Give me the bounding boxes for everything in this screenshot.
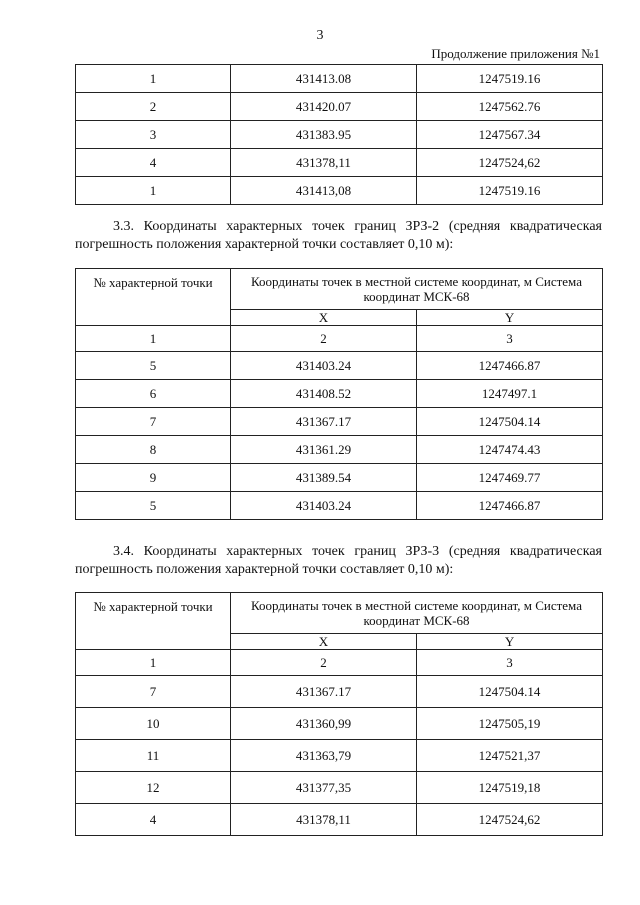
- coordinates-table-zrz-1: [75, 64, 603, 205]
- point-number-cell: 7: [76, 408, 231, 436]
- point-number-cell: 9: [76, 464, 231, 492]
- x-coordinate-cell: 431360,99: [231, 708, 417, 740]
- x-coordinate-cell: 431377,35: [231, 772, 417, 804]
- x-coordinate-cell: 431378,11: [231, 149, 417, 177]
- table-row: [76, 804, 603, 836]
- point-number-cell: 8: [76, 436, 231, 464]
- x-coordinate-cell: 431363,79: [231, 740, 417, 772]
- point-number-cell: 4: [76, 149, 231, 177]
- column-number-cell: 3: [417, 326, 603, 352]
- x-coordinate-cell: 431408.52: [231, 380, 417, 408]
- table-row: [76, 464, 603, 492]
- y-coordinate-cell: 1247466.87: [417, 492, 603, 520]
- header-y: Y: [417, 634, 603, 650]
- header-coordinates: Координаты точек в местной системе координат, м Система координат МСК-68: [231, 269, 603, 310]
- x-coordinate-cell: 431420.07: [231, 93, 417, 121]
- table-row: [76, 408, 603, 436]
- y-coordinate-cell: 1247474.43: [417, 436, 603, 464]
- x-coordinate-cell: 431378,11: [231, 804, 417, 836]
- point-number-cell: 7: [76, 676, 231, 708]
- point-number-cell: 4: [76, 804, 231, 836]
- section-3-4-paragraph: [75, 543, 602, 579]
- table-row: [76, 492, 603, 520]
- x-coordinate-cell: 431367.17: [231, 676, 417, 708]
- y-coordinate-cell: 1247524,62: [417, 804, 603, 836]
- column-number-row: [76, 326, 603, 352]
- y-coordinate-cell: 1247505,19: [417, 708, 603, 740]
- y-coordinate-cell: 1247504.14: [417, 676, 603, 708]
- column-number-cell: 2: [231, 650, 417, 676]
- header-point-number: № характерной точки: [76, 593, 231, 650]
- table-row: [76, 436, 603, 464]
- header-x: X: [231, 310, 417, 326]
- header-x: X: [231, 634, 417, 650]
- point-number-cell: 1: [76, 65, 231, 93]
- coordinates-table-zrz-3: [75, 592, 603, 836]
- column-number-cell: 3: [417, 650, 603, 676]
- table-row: [76, 708, 603, 740]
- section-3-3-text: 3.3. Координаты характерных точек границ ЗРЗ-2 (средняя квадратическая погрешность положения характерной точки составляет 0,10 м):: [75, 219, 602, 252]
- appendix-note: Продолжение приложения №1: [431, 46, 600, 61]
- column-number-cell: 1: [76, 650, 231, 676]
- y-coordinate-cell: 1247469.77: [417, 464, 603, 492]
- y-coordinate-cell: 1247519,18: [417, 772, 603, 804]
- table-row: [76, 177, 603, 205]
- header-coordinates: Координаты точек в местной системе координат, м Система координат МСК-68: [231, 593, 603, 634]
- y-coordinate-cell: 1247524,62: [417, 149, 603, 177]
- table-row: [76, 740, 603, 772]
- table-row: [76, 772, 603, 804]
- y-coordinate-cell: 1247562.76: [417, 93, 603, 121]
- table-row: [76, 149, 603, 177]
- coordinates-table-zrz-2: [75, 268, 603, 520]
- y-coordinate-cell: 1247521,37: [417, 740, 603, 772]
- y-coordinate-cell: 1247497.1: [417, 380, 603, 408]
- point-number-cell: 12: [76, 772, 231, 804]
- x-coordinate-cell: 431403.24: [231, 492, 417, 520]
- section-3-4-text: 3.4. Координаты характерных точек границ ЗРЗ-3 (средняя квадратическая погрешность положения характерной точки составляет 0,10 м):: [75, 544, 602, 577]
- header-y: Y: [417, 310, 603, 326]
- x-coordinate-cell: 431361.29: [231, 436, 417, 464]
- y-coordinate-cell: 1247519.16: [417, 177, 603, 205]
- x-coordinate-cell: 431413.08: [231, 65, 417, 93]
- point-number-cell: 5: [76, 352, 231, 380]
- x-coordinate-cell: 431413,08: [231, 177, 417, 205]
- point-number-cell: 2: [76, 93, 231, 121]
- y-coordinate-cell: 1247504.14: [417, 408, 603, 436]
- table-row: [76, 380, 603, 408]
- page-number: 3: [316, 28, 324, 43]
- point-number-cell: 1: [76, 177, 231, 205]
- point-number-cell: 10: [76, 708, 231, 740]
- table-row: [76, 121, 603, 149]
- section-3-3-paragraph: [75, 218, 602, 254]
- table-row: [76, 352, 603, 380]
- x-coordinate-cell: 431367.17: [231, 408, 417, 436]
- table-row: [76, 65, 603, 93]
- y-coordinate-cell: 1247567.34: [417, 121, 603, 149]
- x-coordinate-cell: 431389.54: [231, 464, 417, 492]
- column-number-cell: 2: [231, 326, 417, 352]
- column-number-cell: 1: [76, 326, 231, 352]
- x-coordinate-cell: 431403.24: [231, 352, 417, 380]
- x-coordinate-cell: 431383.95: [231, 121, 417, 149]
- point-number-cell: 5: [76, 492, 231, 520]
- point-number-cell: 6: [76, 380, 231, 408]
- header-point-number: № характерной точки: [76, 269, 231, 326]
- column-number-row: [76, 650, 603, 676]
- table-row: [76, 93, 603, 121]
- point-number-cell: 3: [76, 121, 231, 149]
- y-coordinate-cell: 1247519.16: [417, 65, 603, 93]
- table-row: [76, 676, 603, 708]
- point-number-cell: 11: [76, 740, 231, 772]
- y-coordinate-cell: 1247466.87: [417, 352, 603, 380]
